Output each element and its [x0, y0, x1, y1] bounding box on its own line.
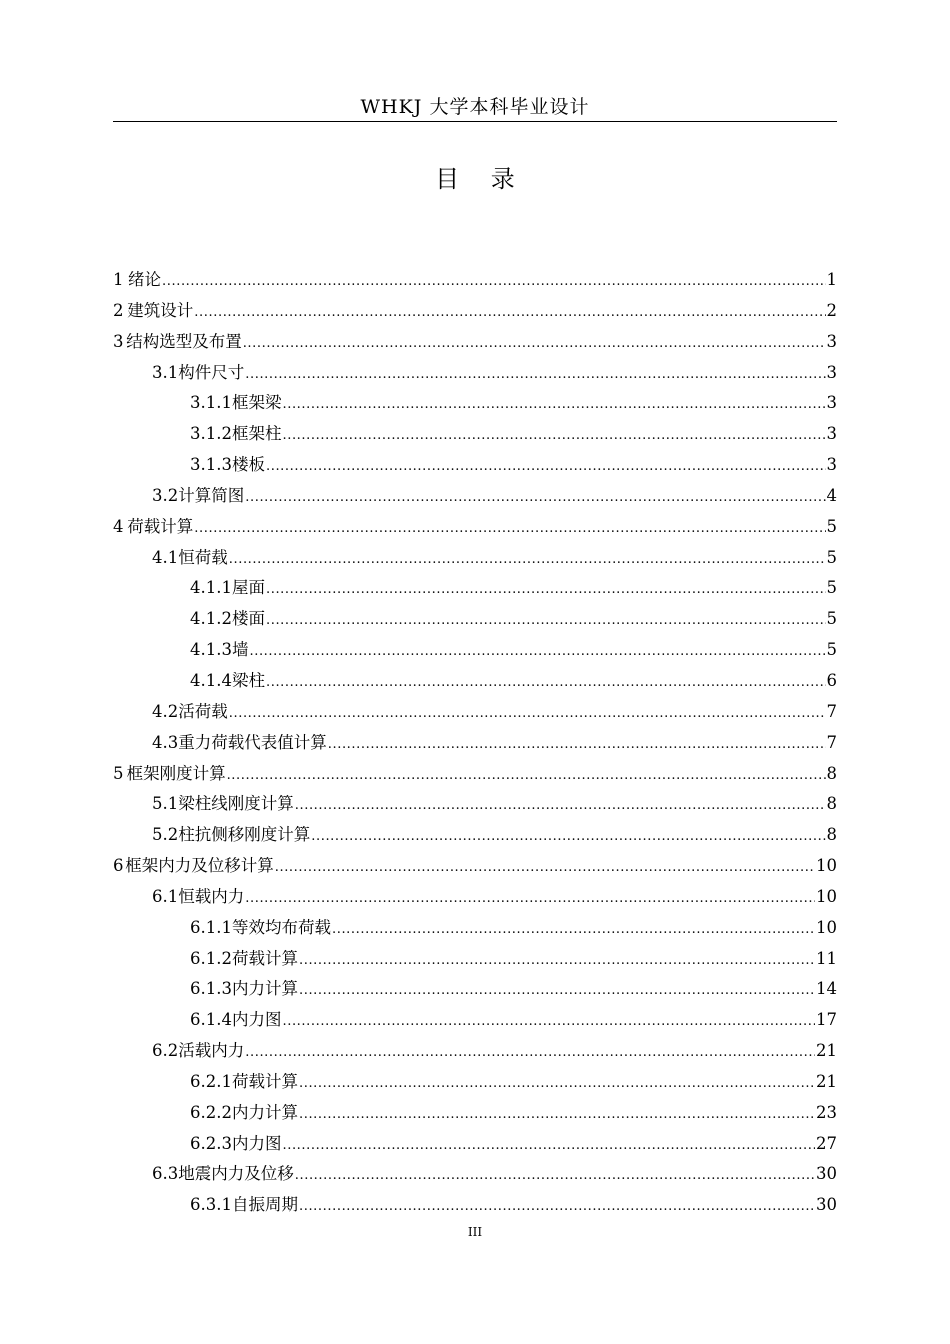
toc-dot-leader: [194, 514, 825, 545]
toc-entry[interactable]: [113, 1036, 837, 1067]
toc-entry-title: 楼板: [231, 455, 265, 475]
toc-entry[interactable]: [113, 1067, 837, 1098]
toc-entry-page: 8: [826, 825, 837, 845]
toc-entry-title: 荷载计算: [231, 1071, 298, 1091]
toc-entry-number: 6.3.1: [190, 1195, 232, 1215]
page-number: III: [467, 1225, 483, 1239]
toc-entry[interactable]: [113, 1098, 837, 1129]
toc-dot-leader: [299, 976, 815, 1007]
toc-entry[interactable]: [113, 697, 837, 728]
toc-entry-number: 6.1.2: [190, 948, 232, 968]
toc-entry[interactable]: [113, 666, 837, 697]
toc-entry-page: 11: [816, 948, 837, 968]
toc-entry-title: 等效均布荷载: [231, 917, 331, 937]
toc-dot-leader: [282, 390, 825, 421]
toc-dot-leader: [299, 946, 815, 977]
toc-entry-page: 5: [826, 547, 837, 567]
toc-dot-leader: [282, 1007, 815, 1038]
toc-entry[interactable]: [113, 635, 837, 666]
toc-entry-number: 2: [113, 300, 124, 320]
toc-entry[interactable]: [113, 604, 837, 635]
toc-entry-page: 1: [826, 270, 837, 289]
toc-dot-leader: [311, 822, 825, 853]
toc-entry-number: 6: [113, 856, 124, 876]
toc-entry-page: 8: [826, 763, 837, 783]
toc-dot-leader: [229, 699, 826, 730]
toc-entry-number: 6.2: [152, 1041, 179, 1061]
toc-entry-title: 建筑设计: [127, 300, 194, 320]
toc-entry-page: 3: [826, 362, 837, 382]
page-title: 目 录: [435, 165, 527, 193]
table-of-contents: [113, 265, 837, 1221]
toc-entry-page: 21: [816, 1041, 837, 1061]
toc-entry[interactable]: [113, 1129, 837, 1160]
toc-entry-page: 8: [826, 794, 837, 814]
toc-entry[interactable]: [113, 728, 837, 759]
toc-dot-leader: [245, 1038, 815, 1069]
toc-dot-leader: [162, 267, 825, 298]
toc-entry-page: 3: [826, 331, 837, 351]
toc-entry-page: 4: [826, 485, 837, 505]
toc-entry-page: 3: [826, 424, 837, 444]
toc-entry-number: 6.2.3: [190, 1133, 232, 1153]
toc-entry[interactable]: [113, 789, 837, 820]
toc-entry[interactable]: [113, 913, 837, 944]
toc-entry[interactable]: [113, 759, 837, 790]
toc-entry-number: 6.1: [152, 886, 179, 906]
toc-dot-leader: [194, 298, 825, 329]
toc-dot-leader: [299, 1100, 815, 1131]
toc-dot-leader: [299, 1069, 815, 1100]
toc-entry-title: 框架内力及位移计算: [125, 856, 274, 876]
toc-entry-title: 梁柱线刚度计算: [178, 794, 294, 814]
toc-entry[interactable]: [113, 851, 837, 882]
toc-entry-number: 6.2.1: [190, 1071, 232, 1091]
toc-entry[interactable]: [113, 450, 837, 481]
toc-entry-page: 10: [816, 856, 837, 876]
toc-dot-leader: [245, 884, 815, 915]
toc-entry-page: 6: [826, 670, 837, 690]
toc-entry-number: 4.1.2: [190, 609, 232, 629]
toc-entry-title: 墙: [231, 640, 249, 660]
toc-entry-page: 5: [826, 578, 837, 598]
toc-entry-title: 地震内力及位移: [178, 1164, 294, 1184]
toc-entry-title: 自振周期: [231, 1195, 298, 1215]
toc-entry-page: 3: [826, 455, 837, 475]
toc-entry-title: 荷载计算: [127, 516, 194, 536]
toc-dot-leader: [243, 329, 826, 360]
toc-entry-number: 3.1: [152, 362, 179, 382]
toc-dot-leader: [295, 791, 826, 822]
toc-entry-number: 5: [113, 763, 124, 783]
toc-entry-title: 构件尺寸: [178, 362, 245, 382]
toc-entry-title: 框架柱: [231, 424, 282, 444]
toc-dot-leader: [282, 421, 825, 452]
toc-entry-page: 2: [826, 300, 837, 320]
toc-entry-page: 5: [826, 640, 837, 660]
toc-entry-page: 10: [816, 917, 837, 937]
toc-entry[interactable]: [113, 419, 837, 450]
toc-entry-page: 21: [816, 1071, 837, 1091]
toc-entry-number: 5.2: [152, 825, 179, 845]
toc-entry-number: 3.1.2: [190, 424, 232, 444]
toc-entry-number: 1: [113, 270, 124, 289]
toc-entry-number: 4.2: [152, 701, 179, 721]
header-divider: [113, 121, 837, 122]
toc-entry-number: 6.1.4: [190, 1010, 232, 1030]
toc-dot-leader: [295, 1161, 815, 1192]
toc-entry-number: 4.3: [152, 732, 179, 752]
toc-entry[interactable]: [113, 327, 837, 358]
toc-dot-leader: [266, 606, 826, 637]
toc-entry[interactable]: [113, 512, 837, 543]
toc-entry[interactable]: [113, 944, 837, 975]
toc-entry-number: 6.2.2: [190, 1102, 232, 1122]
toc-dot-leader: [275, 853, 815, 884]
toc-entry-number: 4.1: [152, 547, 179, 567]
toc-dot-leader: [245, 360, 825, 391]
toc-entry-title: 绪论: [128, 270, 162, 289]
toc-entry[interactable]: [113, 388, 837, 419]
toc-entry-page: 5: [826, 609, 837, 629]
toc-entry-page: 3: [826, 393, 837, 413]
toc-entry-number: 3: [113, 331, 124, 351]
toc-entry-page: 30: [816, 1195, 837, 1215]
toc-entry-number: 5.1: [152, 794, 179, 814]
toc-entry-number: 6.1.1: [190, 917, 232, 937]
toc-entry[interactable]: [113, 296, 837, 327]
toc-entry-number: 3.1.3: [190, 455, 232, 475]
toc-entry-title: 梁柱: [231, 670, 265, 690]
toc-dot-leader: [328, 730, 826, 761]
toc-dot-leader: [266, 575, 826, 606]
toc-entry-page: 30: [816, 1164, 837, 1184]
toc-entry[interactable]: [113, 265, 837, 296]
toc-entry-page: 7: [826, 732, 837, 752]
toc-entry-number: 4: [113, 516, 124, 536]
toc-entry[interactable]: [113, 481, 837, 512]
toc-dot-leader: [332, 915, 815, 946]
toc-entry-number: 6.1.3: [190, 979, 232, 999]
toc-entry-title: 楼面: [231, 609, 265, 629]
toc-entry[interactable]: [113, 820, 837, 851]
toc-entry-title: 框架刚度计算: [126, 763, 226, 783]
toc-entry-page: 23: [816, 1102, 837, 1122]
toc-entry-title: 活载内力: [178, 1041, 245, 1061]
toc-entry-page: 10: [816, 886, 837, 906]
toc-entry-title: 内力计算: [231, 1102, 298, 1122]
toc-entry-number: 4.1.3: [190, 640, 232, 660]
toc-entry-page: 5: [826, 516, 837, 536]
toc-entry-title: 内力图: [231, 1133, 282, 1153]
toc-entry-title: 结构选型及布置: [126, 331, 242, 351]
toc-entry-page: 7: [826, 701, 837, 721]
toc-entry-title: 内力计算: [231, 979, 298, 999]
toc-entry-number: 3.1.1: [190, 393, 232, 413]
toc-entry[interactable]: [113, 974, 837, 1005]
toc-dot-leader: [227, 761, 826, 792]
toc-entry-title: 计算简图: [178, 485, 245, 505]
toc-entry[interactable]: [113, 358, 837, 389]
toc-entry-page: 14: [816, 979, 837, 999]
toc-dot-leader: [266, 668, 826, 699]
toc-entry-title: 活荷载: [178, 701, 228, 721]
toc-entry-title: 荷载计算: [231, 948, 298, 968]
toc-dot-leader: [249, 637, 825, 668]
toc-entry-title: 框架梁: [231, 393, 282, 413]
toc-entry[interactable]: [113, 543, 837, 574]
toc-entry-title: 重力荷载代表值计算: [178, 732, 327, 752]
toc-entry-title: 柱抗侧移刚度计算: [178, 825, 311, 845]
toc-entry-number: 4.1.4: [190, 670, 232, 690]
toc-entry-title: 恒荷载: [178, 547, 228, 567]
toc-entry-number: 6.3: [152, 1164, 179, 1184]
toc-entry-page: 27: [816, 1133, 837, 1153]
toc-dot-leader: [266, 452, 826, 483]
toc-entry[interactable]: [113, 573, 837, 604]
toc-dot-leader: [282, 1131, 815, 1162]
toc-entry-title: 屋面: [231, 578, 265, 598]
toc-entry-number: 3.2: [152, 485, 179, 505]
toc-entry[interactable]: [113, 1005, 837, 1036]
toc-dot-leader: [245, 483, 825, 514]
toc-entry-number: 4.1.1: [190, 578, 232, 598]
toc-dot-leader: [229, 545, 826, 576]
running-header: WHKJ 大学本科毕业设计: [360, 96, 590, 118]
toc-entry-title: 恒载内力: [178, 886, 245, 906]
toc-entry-page: 17: [816, 1010, 837, 1030]
toc-entry-title: 内力图: [231, 1010, 282, 1030]
toc-entry[interactable]: [113, 1190, 837, 1221]
toc-dot-leader: [299, 1192, 815, 1223]
toc-entry[interactable]: [113, 882, 837, 913]
toc-entry[interactable]: [113, 1159, 837, 1190]
